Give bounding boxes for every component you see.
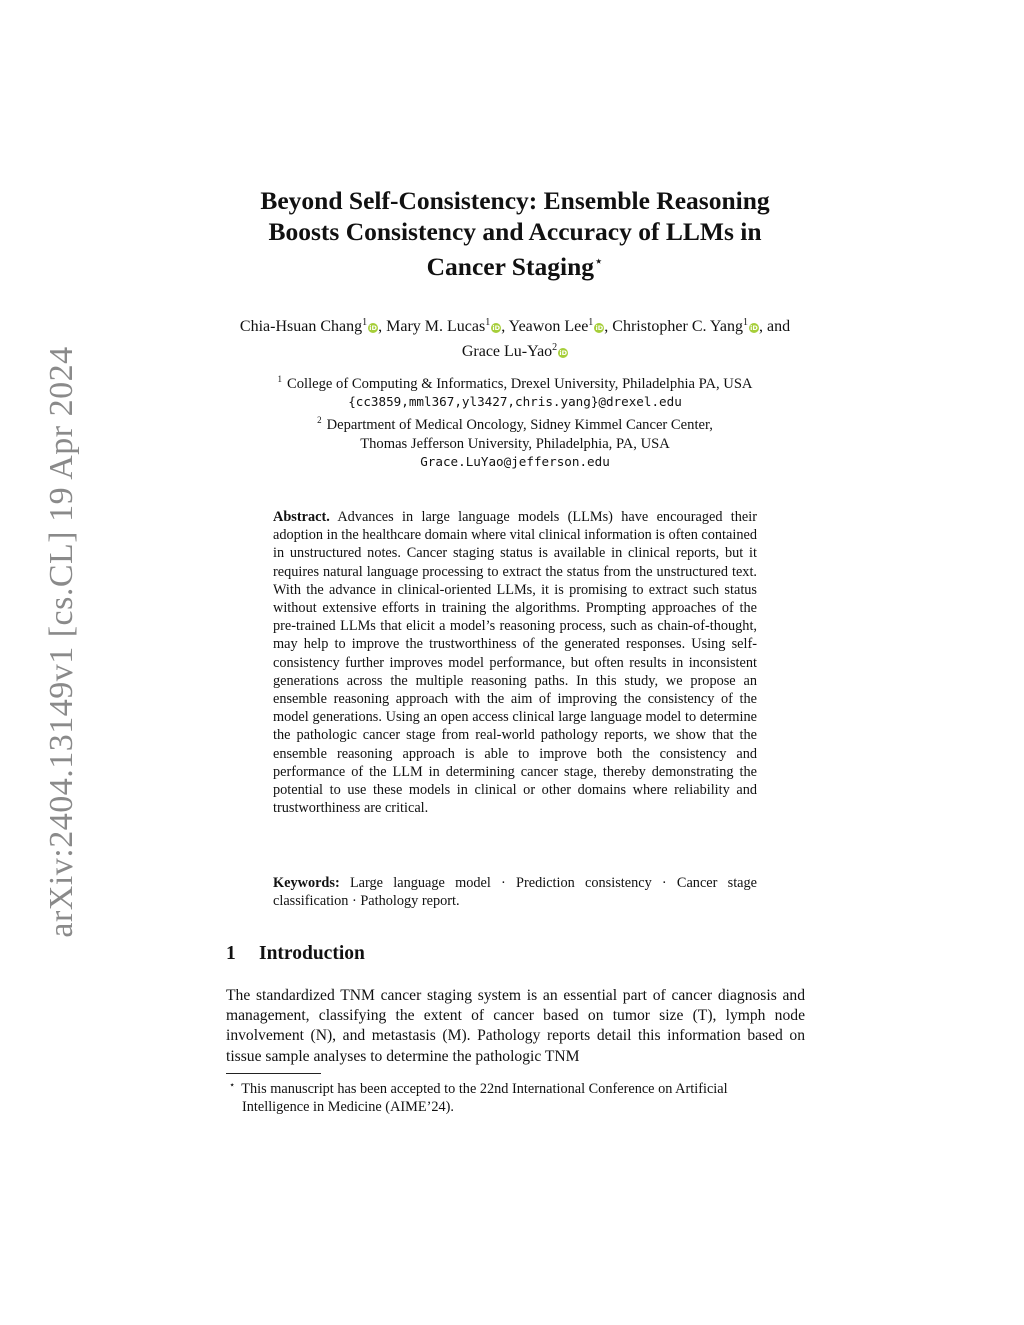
title-line-2: Boosts Consistency and Accuracy of LLMs in (268, 216, 762, 246)
footnote-line-2: Intelligence in Medicine (AIME’24). (242, 1099, 454, 1116)
author (462, 343, 568, 360)
orcid-icon[interactable]: iD (492, 324, 501, 332)
title-line-3-text: Cancer Staging (426, 252, 594, 281)
author-separator: , and (758, 318, 791, 335)
affiliation-1-mark: 1 (277, 374, 283, 384)
section-heading (226, 943, 365, 965)
author-separator: , (501, 318, 509, 335)
footnote-line-1 (226, 1077, 805, 1098)
author-affiliation-mark: 1 (362, 317, 368, 328)
author-name: Mary M. Lucas (386, 318, 486, 335)
orcid-icon[interactable]: iD (595, 324, 604, 332)
author-affiliation-mark: 2 (552, 341, 558, 353)
author (240, 318, 386, 335)
abstract-text: Advances in large language models (LLMs) have encouraged their adoption in the healthcare domain where vital clinical information is often contained in unstructured notes. Cancer staging status is available in clinical reports, but it requires natural language processing to extract the status from the unstructured text. With the advance in clinical-oriented LLMs, it is promising to extract such status without extensive efforts in training the algorithms. Prompting approaches of the pre-trained LLMs that elicit a model’s reasoning process, such as chain-of-thought, may help to improve the trustworthiness of the generated responses. Using self-consistency further improves model performance, but often results in inconsistent generations across the multiple reasoning paths. In this study, we propose an ensemble reasoning approach with the aim of improving the consistency of the model generations. Using an open access clinical large language model to determine the pathologic cancer stage from real-world pathology reports, we show that the ensemble reasoning approach is able to improve both the consistency and performance of the LLM in determining cancer stage, thereby demonstrating the potential to use these models in clinical or other domains where reliability and trustworthiness are critical. (273, 509, 757, 817)
section-title: Introduction (259, 943, 365, 964)
paper-title (200, 186, 830, 283)
affiliation-2 (225, 411, 805, 434)
affiliation-2-mark: 2 (317, 415, 322, 426)
section-number: 1 (226, 943, 236, 964)
author-separator: , (378, 318, 387, 335)
author-separator: , (604, 318, 613, 335)
footnote-mark: ⋆ (229, 1080, 236, 1091)
affiliation-1-text: College of Computing & Informatics, Drexel University, Philadelphia PA, USA (287, 376, 753, 392)
affiliation-2-email[interactable]: Grace.LuYao@jefferson.edu (420, 453, 610, 469)
keywords-text: Large language model · Prediction consistency · Cancer stage classification · Pathology report. (273, 875, 758, 910)
author-affiliation-mark: 1 (485, 317, 491, 328)
author (509, 318, 613, 335)
orcid-icon[interactable]: iD (369, 324, 377, 332)
footnote-rule (226, 1073, 321, 1074)
intro-paragraph: The standardized TNM cancer staging system is an essential part of cancer diagnosis and management, classifying the extent of cancer based on tumor size (T), lymph node involvement (N), and metastasis (M). Pathology reports detail this information based on tissue sample analyses to determine the pathologic TNM (226, 987, 805, 1065)
author-name: Chia-Hsuan Chang (239, 318, 363, 335)
abstract (273, 508, 757, 817)
footnote (226, 1077, 805, 1116)
author-name: Christopher C. Yang (612, 318, 743, 335)
keywords (273, 874, 757, 910)
keywords-label: Keywords: (273, 875, 340, 891)
author-affiliation-mark: 1 (742, 317, 748, 328)
affiliation-2-line-2: Thomas Jefferson University, Philadelphia, PA, USA (360, 435, 670, 452)
author (612, 318, 790, 335)
author-name: Yeawon Lee (508, 318, 589, 335)
author (386, 318, 509, 335)
author-list (225, 313, 805, 362)
affiliation-2-text: Department of Medical Oncology, Sidney Kimmel Cancer Center, (326, 417, 713, 434)
arxiv-identifier: arXiv:2404.13149v1 [cs.CL] 19 Apr 2024 (43, 346, 80, 938)
affiliation-1 (225, 370, 805, 393)
abstract-label: Abstract. (273, 509, 330, 525)
affiliation-1-email[interactable]: {cc3859,mml367,yl3427,chris.yang}@drexel.edu (348, 394, 682, 410)
orcid-icon[interactable]: iD (559, 348, 567, 357)
orcid-icon[interactable]: iD (750, 324, 758, 332)
title-line-3 (200, 247, 830, 283)
title-line-1: Beyond Self-Consistency: Ensemble Reasoning (260, 186, 770, 215)
author-affiliation-mark: 1 (588, 317, 594, 328)
author-name: Grace Lu-Yao (461, 342, 553, 360)
affiliations (225, 370, 805, 471)
title-footnote-mark: ⋆ (594, 254, 604, 270)
footnote-text-1: This manuscript has been accepted to the 22nd International Conference on Artificial (241, 1081, 728, 1097)
